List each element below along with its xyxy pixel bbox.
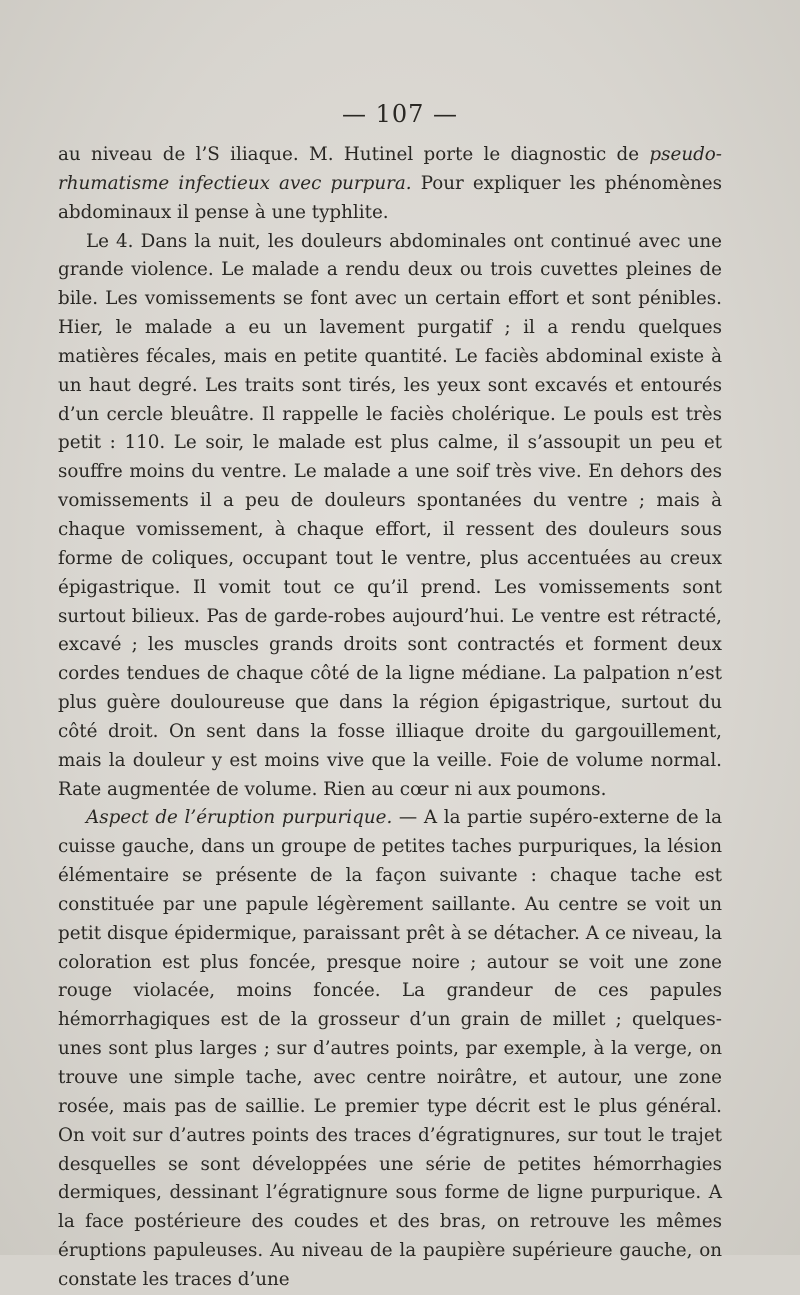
paragraph-continued xyxy=(58,141,722,228)
section-heading-italic: Aspect de l’éruption purpurique. xyxy=(86,807,393,829)
body-text xyxy=(58,141,722,1295)
p1-text-a: au niveau de l’S iliaque. M. Hutinel porte le diagnostic de xyxy=(58,144,650,165)
paragraph-eruption xyxy=(58,804,722,1294)
p1-text-c: Pour expliquer les phénomènes abdominaux il pense à une typhlite. xyxy=(58,172,722,223)
page-number: — 107 — xyxy=(341,100,459,128)
paragraph-day-4: Le 4. Dans la nuit, les douleurs abdominales ont continué avec une grande violence. Le malade a rendu deux ou trois cuvettes pleines de bile. Les vomissements se font avec un certain effort et sont pénibles. Hier, le malade a eu un lavement purgatif ; il a rendu quelques matières fécales, mais en petite quantité. Le faciès abdominal existe à un haut degré. Les traits sont tirés, les yeux sont excavés et entourés d’un cercle bleuâtre. Il rappelle le faciès cholérique. Le pouls est très petit : 110. Le soir, le malade est plus calme, il s’assoupit un peu et souffre moins du ventre. Le malade a une soif très vive. En dehors des vomissements il a peu de douleurs spontanées du ventre ; mais à chaque vomissement, à chaque effort, il ressent des douleurs sous forme de coliques, occupant tout le ventre, plus accentuées au creux épigastrique. Il vomit tout ce qu’il prend. Les vomissements sont surtout bilieux. Pas de garde-robes aujourd’hui. Le ventre est rétracté, excavé ; les muscles grands droits sont contractés et forment deux cordes tendues de chaque côté de la ligne médiane. La palpation n’est plus guère douloureuse que dans la région épigastrique, surtout du côté droit. On sent dans la fosse illiaque droite du gargouillement, mais la douleur y est moins vive que la veille. Foie de volume normal. Rate augmentée de volume. Rien au cœur ni aux poumons. xyxy=(58,230,722,800)
eruption-text: — A la partie supéro-externe de la cuisse gauche, dans un groupe de petites taches purpuriques, la lésion élémentaire se présente de la façon suivante : chaque tache est constituée par une papule légèrement saillante. Au centre se voit un petit disque épidermique, paraissant prêt à se détacher. A ce niveau, la coloration est plus foncée, presque noire ; autour se voit une zone rouge violacée, moins foncée. La grandeur de ces papules hémorrhagiques est de la grosseur d’un grain de millet ; quelques-unes sont plus larges ; sur d’autres points, par exemple, à la verge, on trouve une simple tache, avec centre noirâtre, et autour, une zone rosée, mais pas de saillie. Le premier type décrit est le plus général. On voit sur d’autres points des traces d’égratignures, sur tout le trajet desquelles se sont développées une série de petites hémorrhagies dermiques, dessinant l’égratignure sous forme de ligne purpurique. A la face postérieure des coudes et des bras, on retrouve les mêmes éruptions papuleuses. Au niveau de la paupière supérieure gauche, on constate les traces d’une xyxy=(58,807,722,1290)
diagnosis-italic: pseudo-rhumatisme infectieux avec purpura. xyxy=(58,144,722,194)
